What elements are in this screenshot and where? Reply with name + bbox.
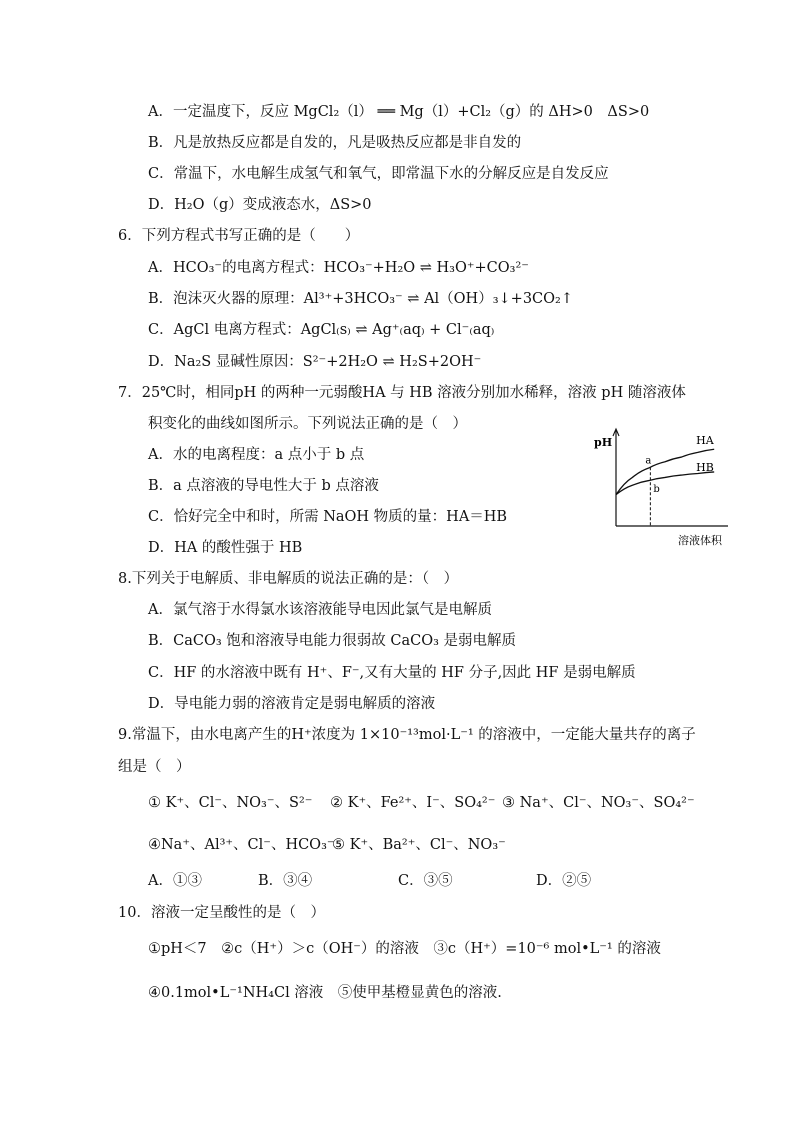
q10-statement-line2: ④0.1mol•L⁻¹NH₄Cl 溶液 ⑤使甲基橙显黄色的溶液. (148, 985, 502, 1001)
q10-statement-line1: ①pH＜7 ②c（H⁺）＞c（OH⁻）的溶液 ③c（H⁺）=10⁻⁶ mol•L⁻¹ 的溶液 (148, 941, 661, 957)
q5-option-a: A．一定温度下，反应 MgCl₂（l） ══ Mg（l）+Cl₂（g）的 ΔH>0 ΔS>0 (148, 104, 650, 120)
q8-option-b: B．CaCO₃ 饱和溶液导电能力很弱故 CaCO₃ 是弱电解质 (148, 633, 517, 649)
q8-option-d: D．导电能力弱的溶液肯定是弱电解质的溶液 (148, 696, 436, 712)
q9-option-c: C．③⑤ (398, 873, 453, 889)
series-label-ha: HA (696, 434, 714, 448)
ph-dilution-chart (592, 424, 732, 552)
q7-option-a: A．水的电离程度：a 点小于 b 点 (148, 447, 365, 463)
q7-option-c: C．恰好完全中和时，所需 NaOH 物质的量：HA＝HB (148, 509, 508, 525)
q7-option-b: B．a 点溶液的导电性大于 b 点溶液 (148, 478, 379, 494)
q6-option-d: D．Na₂S 显碱性原因：S²⁻+2H₂O ⇌ H₂S+2OH⁻ (148, 354, 482, 370)
q8-option-c: C．HF 的水溶液中既有 H⁺、F⁻,又有大量的 HF 分子,因此 HF 是弱电解质 (148, 665, 636, 681)
q8-option-a: A．氯气溶于水得氯水该溶液能导电因此氯气是电解质 (148, 602, 492, 618)
q9-option-a: A．①③ (148, 873, 202, 889)
q9-ion-group-1: ① K⁺、Cl⁻、NO₃⁻、S²⁻ (148, 795, 313, 811)
q9-ion-group-2: ② K⁺、Fe²⁺、I⁻、SO₄²⁻ (330, 795, 496, 811)
series-label-hb: HB (696, 460, 714, 474)
q9-ion-group-4: ④Na⁺、Al³⁺、Cl⁻、HCO₃⁻ (148, 837, 335, 853)
q9-ion-group-5: ⑤ K⁺、Ba²⁺、Cl⁻、NO₃⁻ (332, 837, 506, 853)
x-axis-label: 溶液体积 (678, 534, 722, 547)
q9-option-b: B．③④ (258, 873, 313, 889)
q6-stem: 6．下列方程式书写正确的是（ ） (118, 228, 360, 244)
q10-stem: 10．溶液一定呈酸性的是（ ） (118, 905, 325, 921)
q9-stem-line2: 组是（ ） (118, 759, 191, 775)
q7-option-d: D．HA 的酸性强于 HB (148, 540, 303, 556)
point-label-a: a (645, 455, 652, 467)
q8-stem: 8.下列关于电解质、非电解质的说法正确的是：（ ） (118, 571, 459, 587)
q7-stem-line2: 积变化的曲线如图所示。下列说法正确的是（ ） (148, 416, 467, 432)
q6-option-c: C．AgCl 电离方程式：AgCl₍s₎ ⇌ Ag⁺₍aq₎ + Cl⁻₍aq₎ (148, 322, 495, 338)
q6-option-a: A．HCO₃⁻的电离方程式：HCO₃⁻+H₂O ⇌ H₃O⁺+CO₃²⁻ (148, 260, 529, 276)
q7-stem-line1: 7．25℃时，相同pH 的两种一元弱酸HA 与 HB 溶液分别加水稀释，溶液 pH 随溶液体 (118, 385, 686, 401)
y-axis-label: pH (594, 436, 613, 449)
series-line-hb (616, 472, 714, 495)
q5-option-d: D．H₂O（g）变成液态水，ΔS>0 (148, 197, 372, 213)
q9-stem-line1: 9.常温下，由水电离产生的H⁺浓度为 1×10⁻¹³mol·L⁻¹ 的溶液中，一定能大量共存的离子 (118, 727, 696, 743)
point-label-b: b (653, 483, 660, 495)
q5-option-c: C．常温下，水电解生成氢气和氧气，即常温下水的分解反应是自发反应 (148, 166, 609, 182)
q6-option-b: B．泡沫灭火器的原理：Al³⁺+3HCO₃⁻ ⇌ Al（OH）₃↓+3CO₂↑ (148, 291, 573, 307)
q5-option-b: B．凡是放热反应都是自发的，凡是吸热反应都是非自发的 (148, 135, 522, 151)
q9-ion-group-3: ③ Na⁺、Cl⁻、NO₃⁻、SO₄²⁻ (502, 795, 695, 811)
q9-option-d: D．②⑤ (536, 873, 592, 889)
